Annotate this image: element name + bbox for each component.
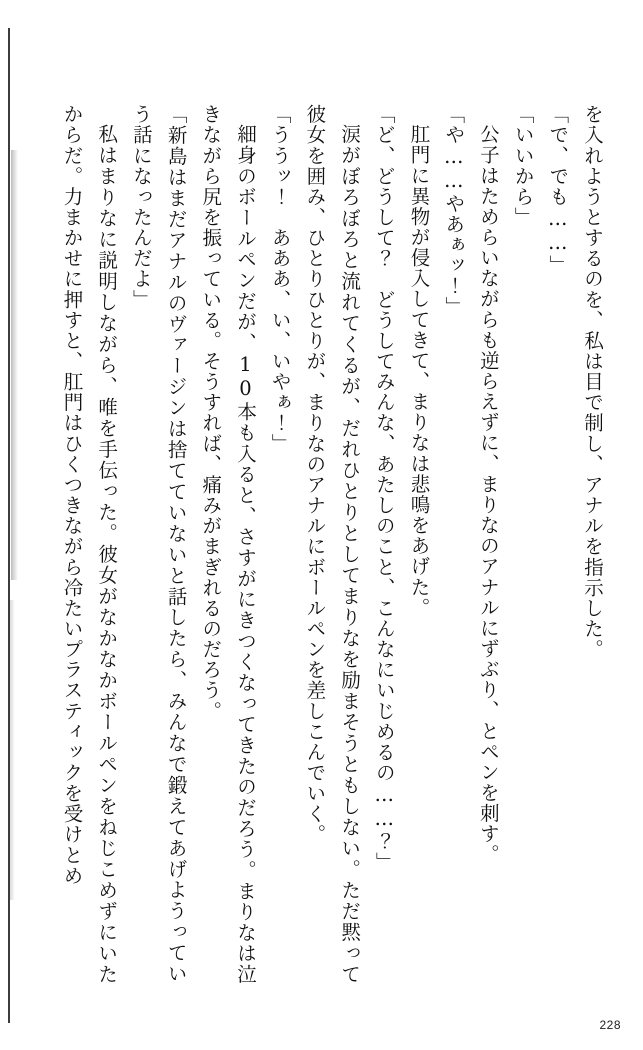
page-text-body <box>49 104 609 984</box>
paragraph-with-ruby: 私はまりなに説明しながら、唯を手伝った。彼女がなかなかボールペンをねじこめずにいたからだ。力まかせに押すと、肛門はひくつきながら冷たいプラスティックを受けとめ <box>60 104 119 984</box>
page-number: 228 <box>599 1018 621 1032</box>
paragraph: 肛門に異物が侵入してきて、まりなは悲鳴をあげた。 <box>407 123 431 618</box>
paragraph: 細身のボールペンだが、10本も入ると、さすがにきつくなってきたのだろう。まりなは泣きながら尻を振っている。そうすれば、痛みがまぎれるのだろう。 <box>199 104 257 984</box>
paragraph: 涙がぼろぼろと流れてくるが、だれひとりとしてまりなを励まそうともしない。ただ黙って彼女を囲み、ひとりひとりが、まりなのアナルにボールペンを差しこんでいく。 <box>303 104 362 984</box>
paragraph: 「で、でも……」 <box>546 104 570 276</box>
scan-smudge-upper <box>11 150 18 580</box>
paragraph: 「ど、どうして？ どうしてみんな、あたしのこと、こんなにいじめるの……？」 <box>372 104 396 873</box>
scan-smudge-lower <box>10 600 15 900</box>
paragraph: 公子はためらいながらも逆らえずに、まりなのアナルにずぶり、とペンを刺す。 <box>476 123 500 865</box>
paragraph: 「いいから」 <box>511 104 535 228</box>
paragraph: を入れようとするのを、私は目で制し、アナルを指示した。 <box>581 104 604 660</box>
page-gutter <box>0 0 26 1050</box>
paragraph: 「や……やあぁッ！」 <box>442 104 466 317</box>
paragraph: 「新島はまだアナルのヴァージンは捨てていないと話したら、みんなで鍛えてあげようっていう話になったんだよ」 <box>129 104 188 984</box>
paragraph: 「ううッ！ あああ、い、いやぁ！」 <box>268 104 292 454</box>
